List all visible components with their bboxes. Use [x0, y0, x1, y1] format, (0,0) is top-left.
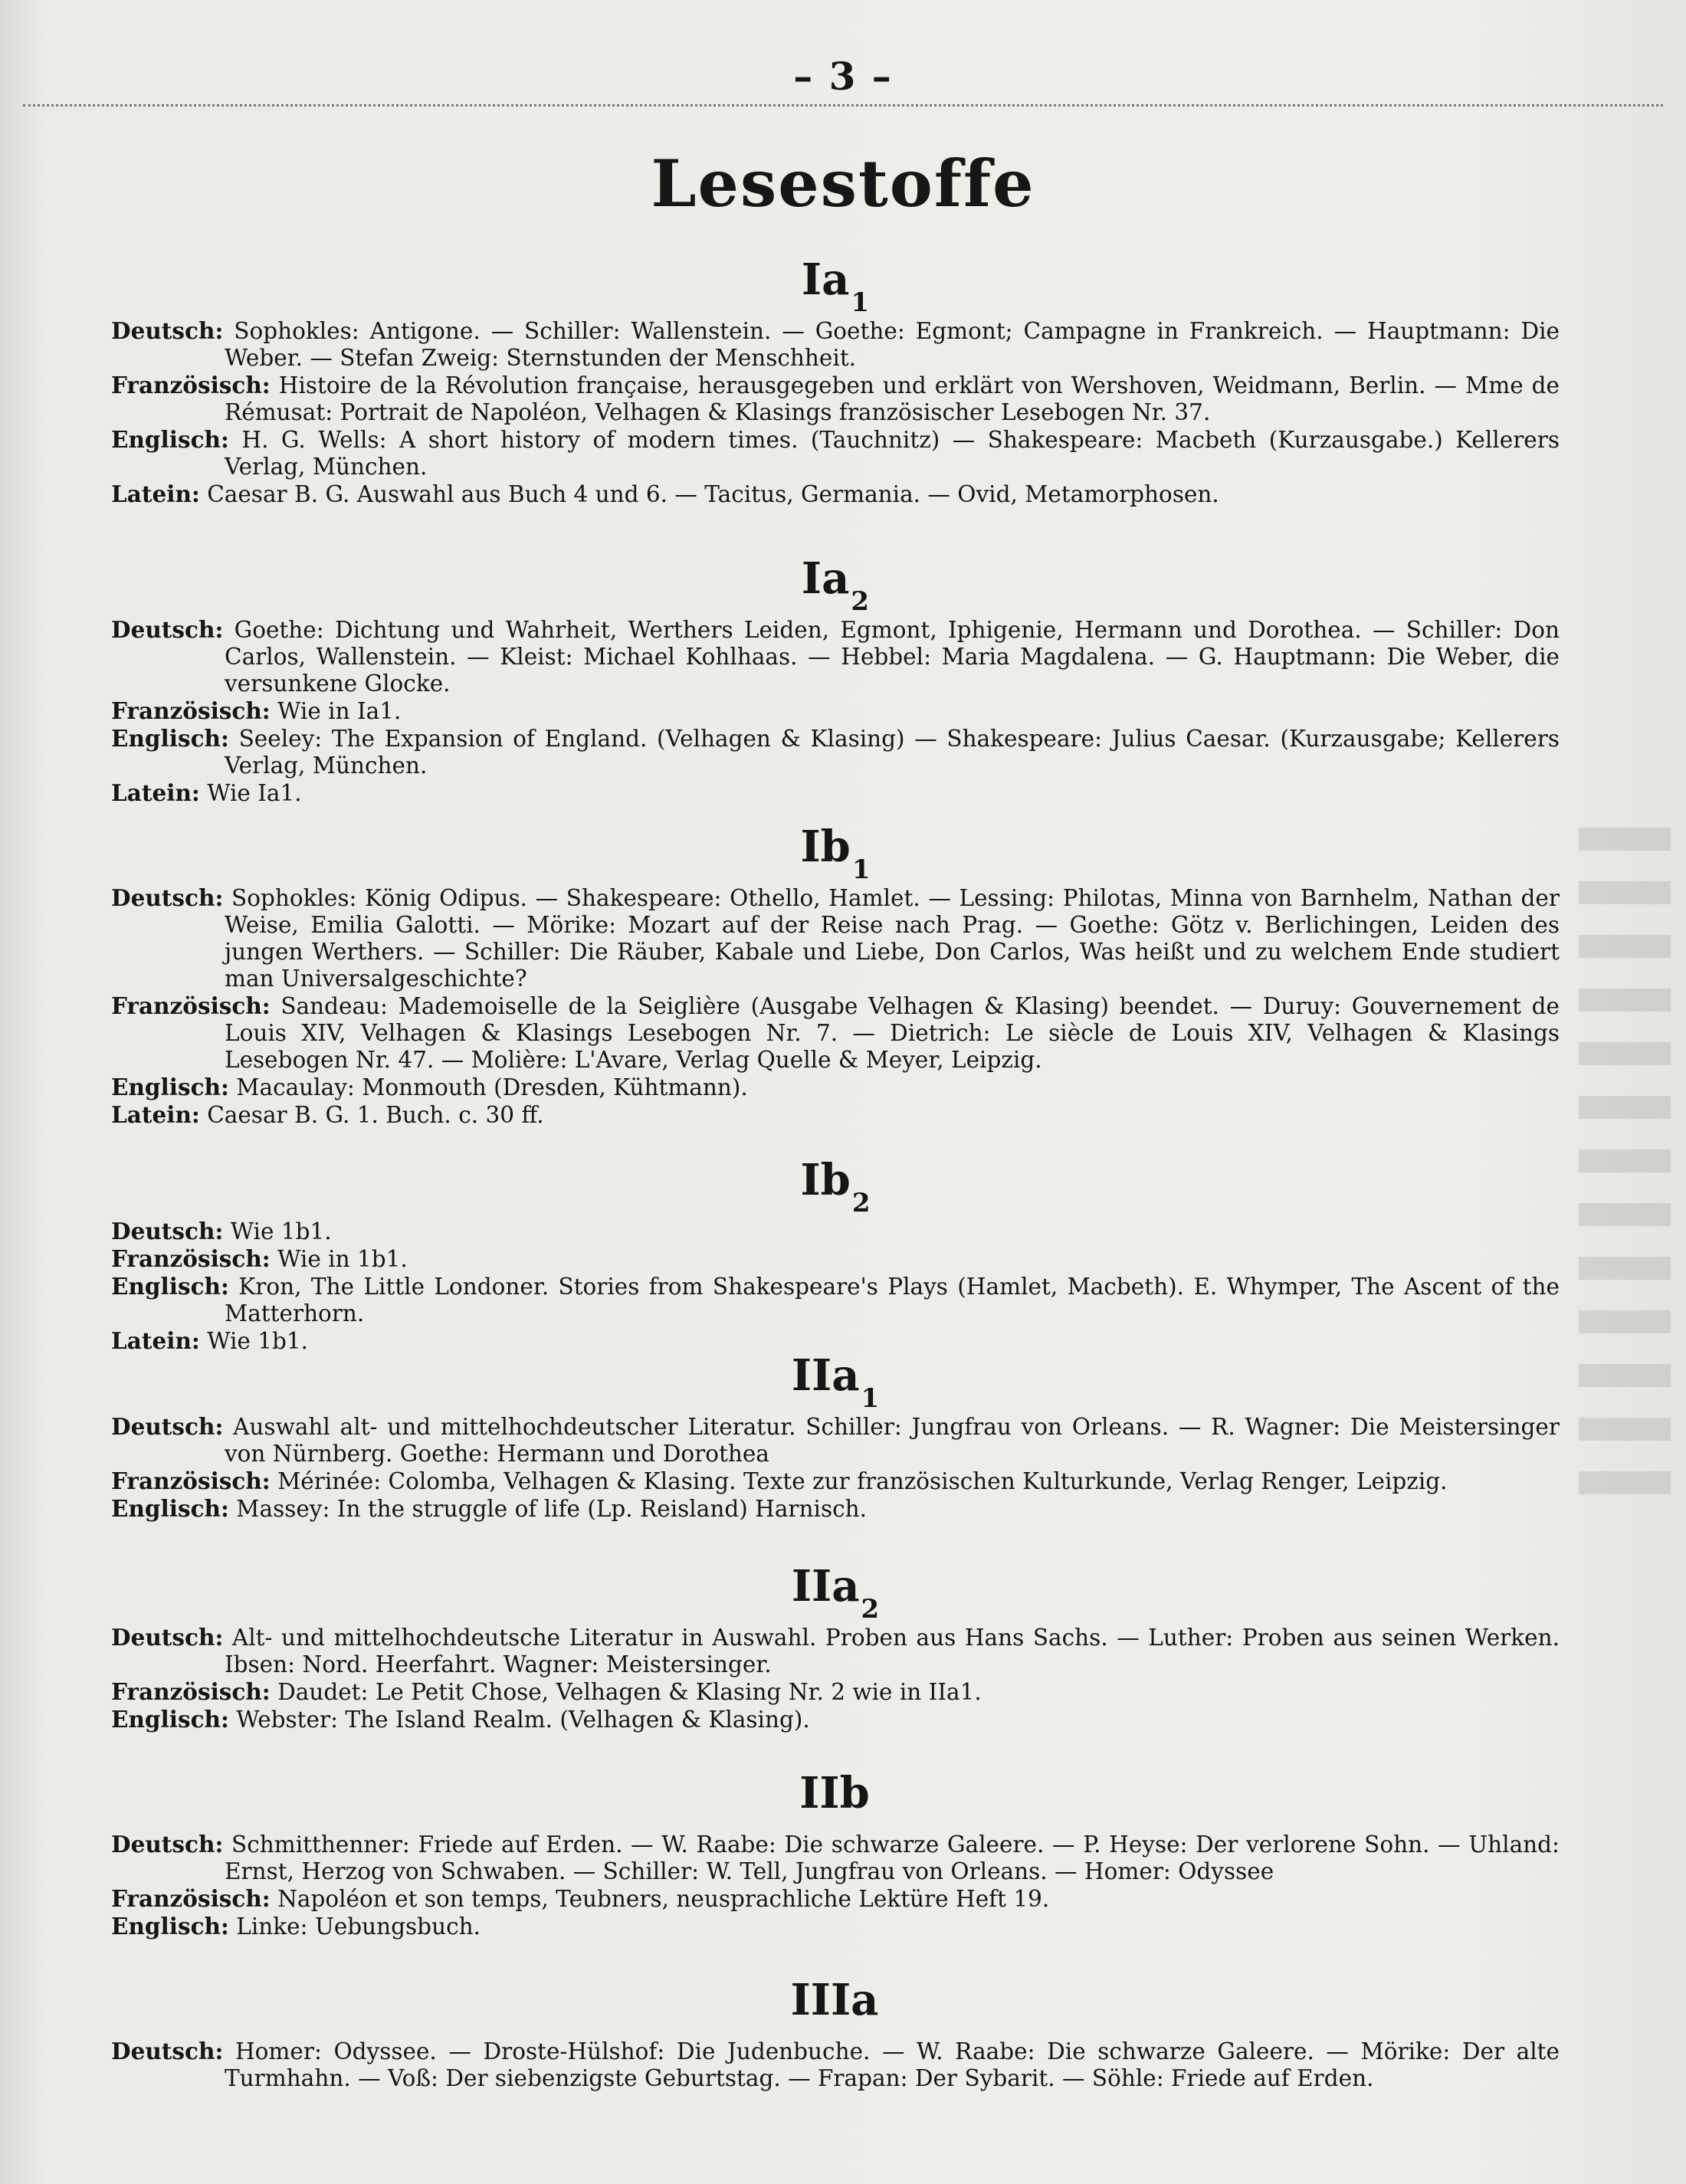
section-ib1: [111, 820, 1560, 1129]
entry-englisch: Englisch: Linke: Uebungsbuch.: [111, 1913, 481, 1940]
entry-deutsch: Deutsch: Auswahl alt- und mittelhochdeutscher Literatur. Schiller: Jungfrau von Orleans. — R. Wagner: Die Meistersinger von Nürnberg. Goethe: Hermann und Dorothea: [111, 1413, 1560, 1467]
entry-englisch: Englisch: Seeley: The Expansion of England. (Velhagen & Klasing) — Shakespeare: Julius Caesar. (Kurzausgabe; Kellerers Verlag, München.: [111, 725, 1560, 779]
entry-englisch: Englisch: Kron, The Little Londoner. Stories from Shakespeare's Plays (Hamlet, Macbeth). E. Whymper, The Ascent of the Matterhorn.: [111, 1273, 1560, 1326]
entry-englisch: Englisch: Webster: The Island Realm. (Velhagen & Klasing).: [111, 1706, 810, 1733]
section-iia1: [111, 1349, 1560, 1523]
section-heading: IIa$_1$: [791, 1350, 880, 1414]
section-ib2: [111, 1153, 1560, 1355]
entry-deutsch: Deutsch: Goethe: Dichtung und Wahrheit, Werthers Leiden, Egmont, Iphigenie, Hermann und Dorothea. — Schiller: Don Carlos, Wallenstein. — Kleist: Michael Kohlhaas. — Hebbel: Maria Magdalena. — G. Hauptmann: Die Weber, die versunkene Glocke.: [111, 616, 1560, 697]
entry-latein: Latein: Wie 1b1.: [111, 1327, 309, 1354]
entry-latein: Latein: Wie Ia1.: [111, 779, 302, 806]
section-iia2: [111, 1559, 1560, 1733]
page-title: Lesestoffe: [651, 146, 1035, 221]
section-heading: $Ib_2$: [800, 1155, 871, 1218]
entry-englisch: Englisch: H. G. Wells: A short history of modern times. (Tauchnitz) — Shakespeare: Macbeth (Kurzausgabe.) Kellerers Verlag, München.: [111, 426, 1560, 480]
page-number: – 3 –: [793, 54, 893, 99]
entry-deutsch: Deutsch: Homer: Odyssee. — Droste-Hülshof: Die Judenbuche. — W. Raabe: Die schwarze Galeere. — Mörike: Der alte Turmhahn. — Voß: Der siebenzigste Geburtstag. — Frapan: Der Sybarit. — Söhle: Friede auf Erden.: [111, 2038, 1560, 2091]
section-heading: $Ib_1$: [800, 821, 871, 885]
entry-deutsch: Deutsch: Sophokles: Antigone. — Schiller: Wallenstein. — Goethe: Egmont; Campagne in Frankreich. — Hauptmann: Die Weber. — Stefan Zweig: Sternstunden der Menschheit.: [111, 317, 1560, 371]
entry-deutsch: Deutsch: Alt- und mittelhochdeutsche Literatur in Auswahl. Proben aus Hans Sachs. — Luther: Proben aus seinen Werken. Ibsen: Nord. Heerfahrt. Wagner: Meistersinger.: [111, 1624, 1560, 1677]
entry-franzoesisch: Französisch: Wie in 1b1.: [111, 1245, 408, 1272]
entry-franzoesisch: Französisch: Mérinée: Colomba, Velhagen & Klasing. Texte zur französischen Kulturkunde, Verlag Renger, Leipzig.: [111, 1467, 1448, 1494]
entry-englisch: Englisch: Massey: In the struggle of life (Lp. Reisland) Harnisch.: [111, 1495, 867, 1522]
section-ia2: [111, 552, 1560, 807]
entry-englisch: Englisch: Macaulay: Monmouth (Dresden, Kühtmann).: [111, 1074, 748, 1100]
entry-franzoesisch: Französisch: Daudet: Le Petit Chose, Velhagen & Klasing Nr. 2 wie in IIa1.: [111, 1678, 982, 1705]
entry-franzoesisch: Französisch: Sandeau: Mademoiselle de la Seiglière (Ausgabe Velhagen & Klasing) beendet. — Duruy: Gouvernement de Louis XIV, Velhagen & Klasings Lesebogen Nr. 7. — Dietrich: Le siècle de Louis XIV, Velhagen & Klasings Lesebogen Nr. 47. — Molière: L'Avare, Verlag Quelle & Meyer, Leipzig.: [111, 992, 1560, 1073]
bleed-through-texture: [1579, 805, 1671, 1494]
section-ia1: [111, 253, 1560, 508]
section-iib: [111, 1766, 1560, 1940]
entry-franzoesisch: Französisch: Napoléon et son temps, Teubners, neusprachliche Lektüre Heft 19.: [111, 1885, 1050, 1912]
section-iiia: [111, 1973, 1560, 2092]
section-heading: IIIa: [790, 1975, 879, 2025]
entry-deutsch: Deutsch: Wie 1b1.: [111, 1218, 332, 1244]
entry-latein: Latein: Caesar B. G. Auswahl aus Buch 4 und 6. — Tacitus, Germania. — Ovid, Metamorphosen.: [111, 480, 1219, 507]
section-heading: IIa$_2$: [791, 1561, 880, 1625]
entry-franzoesisch: Französisch: Wie in Ia1.: [111, 697, 402, 724]
section-heading: IIb: [799, 1768, 870, 1818]
entry-deutsch: Deutsch: Sophokles: König Odipus. — Shakespeare: Othello, Hamlet. — Lessing: Philotas, Minna von Barnhelm, Nathan der Weise, Emilia Galotti. — Mörike: Mozart auf der Reise nach Prag. — Goethe: Götz v. Berlichingen, Leiden des jungen Werthers. — Schiller: Die Räuber, Kabale und Liebe, Don Carlos, Was heißt und zu welchem Ende studiert man Universalgeschichte?: [111, 884, 1560, 992]
section-heading: $Ia_2$: [801, 553, 870, 617]
top-dotted-rule: [23, 104, 1663, 107]
entry-deutsch: Deutsch: Schmitthenner: Friede auf Erden. — W. Raabe: Die schwarze Galeere. — P. Heyse: Der verlorene Sohn. — Uhland: Ernst, Herzog von Schwaben. — Schiller: W. Tell, Jungfrau von Orleans. — Homer: Odyssee: [111, 1831, 1560, 1884]
entry-franzoesisch: Französisch: Histoire de la Révolution française, herausgegeben und erklärt von Wershoven, Weidmann, Berlin. — Mme de Rémusat: Portrait de Napoléon, Velhagen & Klasings französischer Lesebogen Nr. 37.: [111, 372, 1560, 425]
entry-latein: Latein: Caesar B. G. 1. Buch. c. 30 ff.: [111, 1101, 544, 1128]
section-heading: $Ia_1$: [801, 254, 870, 318]
